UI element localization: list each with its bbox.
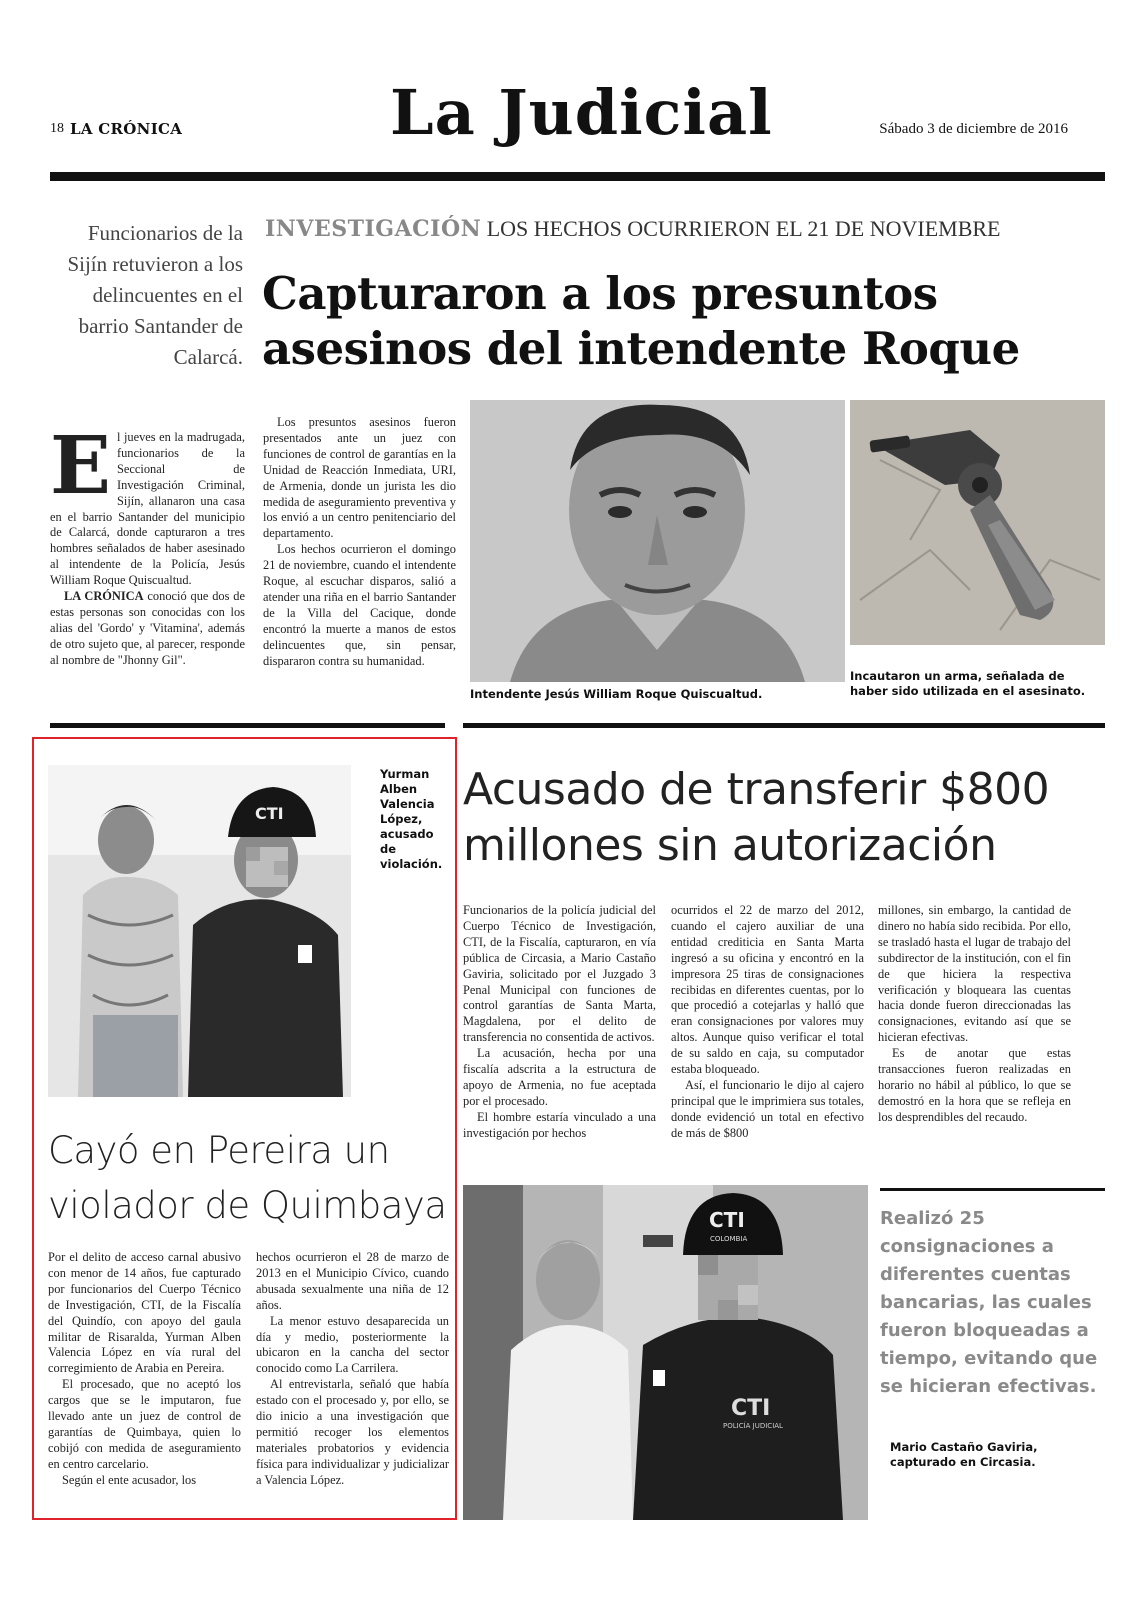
lead-paragraph-1: l jueves en la madrugada, funcionarios de la Seccional de Investigación Criminal, Sijín, allanaron una casa en el barrio Santander del municipio de Calarcá, donde capturaron a tres hombres señalados de haber asesinado al intendente de la Policía, Jesús William Roque Quiscualtud. bbox=[50, 430, 245, 588]
drop-cap: E bbox=[50, 418, 111, 512]
revolver-photo-caption: Incautaron un arma, señalada de haber sido utilizada en el asesinato. bbox=[850, 669, 1086, 698]
revolver-illustration bbox=[850, 400, 1105, 645]
lead-paragraph-3: Los presuntos asesinos fueron presentados ante un juez con funciones de control de garantías en la Unidad de Reacción Inmediata, URI, de Armenia, donde un jurista les dio medida de aseguramiento preventiva y los envió a un centro penitenciario del departamento. bbox=[263, 415, 456, 541]
transfer-column-2 bbox=[671, 903, 864, 1142]
lead-summary: Funcionarios de la Sijín retuvieron a los delincuentes en el barrio Santander de Calarcá. bbox=[67, 221, 243, 369]
section-rule-right bbox=[463, 723, 1105, 728]
roque-photo-caption: Intendente Jesús William Roque Quiscualtud. bbox=[470, 687, 763, 701]
portrait-illustration bbox=[470, 400, 845, 682]
kicker-label: INVESTIGACIÓN bbox=[265, 216, 482, 242]
transfer-paragraph-7: Es de anotar que estas transacciones fueron realizadas en horario no hábil al público, lo que se demostró en la hora que se refleja en los desprendibles del recaudo. bbox=[878, 1046, 1071, 1124]
masthead-rule bbox=[50, 172, 1105, 181]
transfer-column-3 bbox=[878, 903, 1071, 1126]
pereira-paragraph-6: Al entrevistarla, señaló que había estado con el procesado y, por ello, se dio inicio a una investigación que permitió recoger los elementos materiales probatorios y evidencia física para individualizar y judicializar a Valencia López. bbox=[256, 1377, 449, 1487]
section-title: La Judicial bbox=[390, 76, 773, 149]
pereira-column-1 bbox=[48, 1250, 241, 1489]
mario-cap-cti-text: CTI bbox=[709, 1208, 745, 1232]
mario-cap-country-text: COLOMBIA bbox=[710, 1235, 748, 1243]
lead-paragraph-2: conoció que dos de estas personas son conocidas con los alias del 'Gordo' y 'Vitamina', además de otro sujeto que, al parecer, responde al nombre de "Jhonny Gil". bbox=[50, 589, 245, 667]
mario-photo-caption: Mario Castaño Gaviria, capturado en Circasia. bbox=[890, 1440, 1038, 1469]
mario-arrest-photo bbox=[463, 1185, 868, 1520]
pereira-headline: Cayó en Pereira un violador de Quimbaya bbox=[48, 1129, 447, 1227]
pullquote-rule bbox=[880, 1188, 1105, 1191]
pullquote: Realizó 25 consignaciones a diferentes cuentas bancarias, las cuales fueron bloqueadas a tiempo, evitando que se hicieran efectivas. bbox=[880, 1208, 1098, 1397]
pereira-paragraph-4: hechos ocurrieron el 28 de marzo de 2013 en el Municipio Cívico, cuando abusada sexualmente una niña de 12 años. bbox=[256, 1250, 449, 1312]
arrest-illustration bbox=[48, 765, 351, 1097]
mario-arrest-illustration bbox=[463, 1185, 868, 1520]
pereira-paragraph-1: Por el delito de acceso carnal abusivo con menor de 14 años, fue capturado por funcionarios del Cuerpo Técnico de Investigación, CTI, de la Fiscalía del Quindío, con apoyo del gaula militar de Risaralda, Yurman Alben Valencia López en vía rural del corregimiento de Arabia en Pereira. bbox=[48, 1250, 241, 1376]
section-rule-left bbox=[50, 723, 445, 728]
pereira-paragraph-5: La menor estuvo desaparecida un día y medio, posteriormente la ubicaron en la cancha del sector conocido como La Carrilera. bbox=[256, 1313, 449, 1376]
page-number: 18 bbox=[50, 121, 64, 136]
transfer-paragraph-4: ocurridos el 22 de marzo del 2012, cuando el cajero auxiliar de una entidad crediticia en Santa Marta ingresó a su oficina y encontró en la impresora 25 tiras de consignaciones recibidas en diferentes cuentas, por lo que procedió a cotejarlas y halló que eran consignaciones por valores muy altos. Aunque quiso verificar el total de su saldo en caja, su computador estaba bloqueado. bbox=[671, 903, 864, 1077]
transfer-column-1 bbox=[463, 903, 656, 1142]
transfer-paragraph-1: Funcionarios de la policía judicial del Cuerpo Técnico de Investigación, CTI, de la Fiscalía, capturaron, en vía pública de Circasia, a Mario Castaño Gaviria, solicitado por el Juzgado 3 Penal Municipal con funciones de control garantías de Santa Marta, Magdalena, por el delito de transferencia no consentida de activos. bbox=[463, 903, 656, 1045]
lead-paragraph-4: Los hechos ocurrieron el domingo 21 de noviembre, cuando el intendente Roque, al escuchar disparos, salió a atender una riña en el barrio Santander de la Villa del Cacique, donde encontró la muerte a manos de estos delincuentes que, sin pensar, dispararon contra su humanidad. bbox=[263, 542, 456, 668]
brand-mention: LA CRÓNICA bbox=[64, 589, 144, 604]
transfer-paragraph-3: El hombre estaría vinculado a una investigación por hechos bbox=[463, 1109, 656, 1140]
transfer-paragraph-6: millones, sin embargo, la cantidad de dinero no había sido recibida. Por ello, se trasladó hasta el lugar de trabajo del subdirector de la institución, con el fin de que hiciera la respectiva verificación y bloqueara las cuentas hacia donde fueron direccionadas las consignaciones, evitando así que se hicieran efectivas. bbox=[878, 903, 1071, 1045]
lead-column-2 bbox=[263, 415, 456, 670]
kicker-text: LOS HECHOS OCURRIERON EL 21 DE NOVIEMBRE bbox=[486, 216, 1001, 241]
roque-portrait-photo bbox=[470, 400, 845, 682]
cap-cti-text: CTI bbox=[255, 804, 284, 823]
mario-vest-sublabel-text: POLICÍA JUDICIAL bbox=[723, 1422, 783, 1430]
pereira-column-2 bbox=[256, 1250, 449, 1489]
pereira-paragraph-2: El procesado, que no aceptó los cargos que se le imputaron, fue llevado ante un juez de control de garantías de Quimbaya, quien lo cobijó con medida de aseguramiento en centro carcelario. bbox=[48, 1377, 241, 1471]
suspect-arrest-photo bbox=[48, 765, 351, 1097]
transfer-paragraph-5: Así, el funcionario le dijo al cajero principal que le imprimiera sus totales, donde evidenció un total en efectivo de más de $800 bbox=[671, 1077, 864, 1140]
pereira-paragraph-3: Según el ente acusador, los bbox=[62, 1472, 197, 1487]
mario-vest-cti-text: CTI bbox=[731, 1396, 771, 1421]
publication-date: Sábado 3 de diciembre de 2016 bbox=[879, 121, 1068, 137]
revolver-photo bbox=[850, 400, 1105, 645]
lead-headline: Capturaron a los presuntos asesinos del intendente Roque bbox=[262, 267, 1020, 375]
lead-column-1 bbox=[50, 418, 245, 669]
lead-kicker bbox=[265, 216, 1000, 242]
newspaper-name: LA CRÓNICA bbox=[70, 120, 183, 138]
suspect-photo-caption: Yurman Alben Valencia López, acusado de violación. bbox=[380, 767, 443, 871]
transfer-headline: Acusado de transferir $800 millones sin autorización bbox=[463, 764, 1050, 871]
transfer-paragraph-2: La acusación, hecha por una fiscalía adscrita a la estructura de apoyo de Armenia, no fue aceptada por el procesado. bbox=[463, 1046, 656, 1108]
